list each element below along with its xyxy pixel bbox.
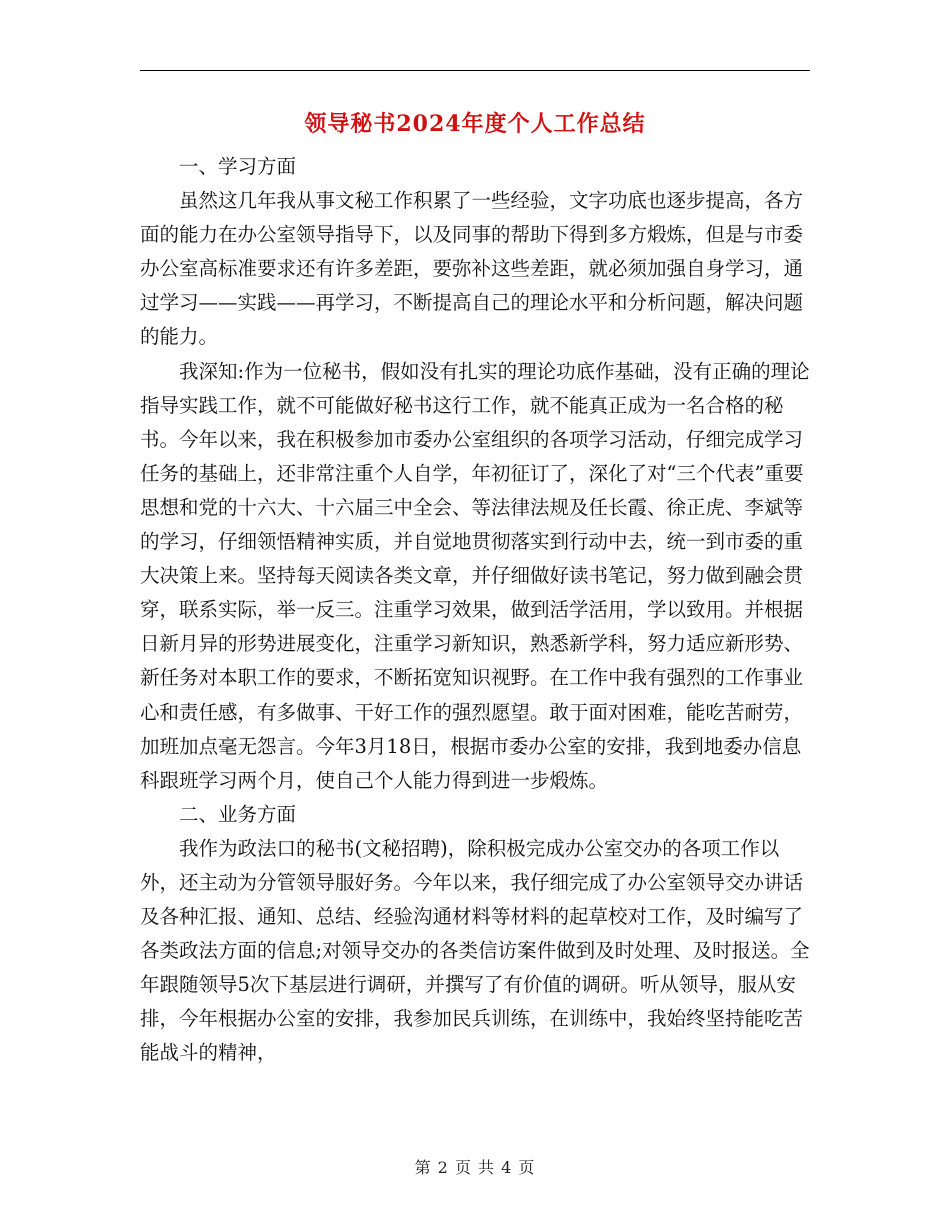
paragraph-business-detail: 我作为政法口的秘书(文秘招聘)，除积极完成办公室交办的各项工作以外，还主动为分管领导服好务。今年以来，我仔细完成了办公室领导交办讲话及各种汇报、通知、总结、经验沟通材料等材料的起草校对工作，及时编写了各类政法方面的信息;对领导交办的各类信访案件做到及时处理、及时报送。全年跟随领导5次下基层进行调研，并撰写了有价值的调研。听从领导，服从安排，今年根据办公室的安排，我参加民兵训练，在训练中，我始终坚持能吃苦能战斗的精神， bbox=[140, 836, 810, 1065]
paragraph-study-intro: 虽然这几年我从事文秘工作积累了一些经验，文字功底也逐步提高，各方面的能力在办公室领导指导下，以及同事的帮助下得到多方煅炼，但是与市委办公室高标准要求还有许多差距，要弥补这些差距，就必须加强自身学习，通过学习——实践——再学习，不断提高自己的理论水平和分析问题，解决问题的能力。 bbox=[140, 189, 804, 349]
section-heading-study: 一、学习方面 bbox=[179, 155, 297, 178]
document-body bbox=[140, 150, 810, 1071]
section-heading-business: 二、业务方面 bbox=[179, 802, 297, 826]
header-rule bbox=[140, 70, 810, 71]
page-number-footer: 第 2 页 共 4 页 bbox=[414, 1158, 536, 1177]
paragraph-study-detail: 我深知:作为一位秘书，假如没有扎实的理论功底作基础，没有正确的理论指导实践工作，就不可能做好秘书这行工作，就不能真正成为一名合格的秘书。今年以来，我在积极参加市委办公室组织的各项学习活动，仔细完成学习任务的基础上，还非常注重个人自学，年初征订了，深化了对“三个代表”重要思想和党的十六大、十六届三中全会、等法律法规及任长霞、徐正虎、李斌等的学习，仔细领悟精神实质，并自觉地贯彻落实到行动中去，统一到市委的重大决策上来。坚持每天阅读各类文章，并仔细做好读书笔记，努力做到融会贯穿，联系实际，举一反三。注重学习效果，做到活学活用，学以致用。并根据日新月异的形势进展变化，注重学习新知识，熟悉新学科，努力适应新形势、新任务对本职工作的要求，不断拓宽知识视野。在工作中我有强烈的工作事业心和责任感，有多做事、干好工作的强烈愿望。敢于面对困难，能吃苦耐劳，加班加点毫无怨言。今年3月18日，根据市委办公室的安排，我到地委办信息科跟班学习两个月，使自己个人能力得到进一步煅炼。 bbox=[140, 359, 810, 792]
document-title: 领导秘书2024年度个人工作总结 bbox=[304, 111, 646, 137]
